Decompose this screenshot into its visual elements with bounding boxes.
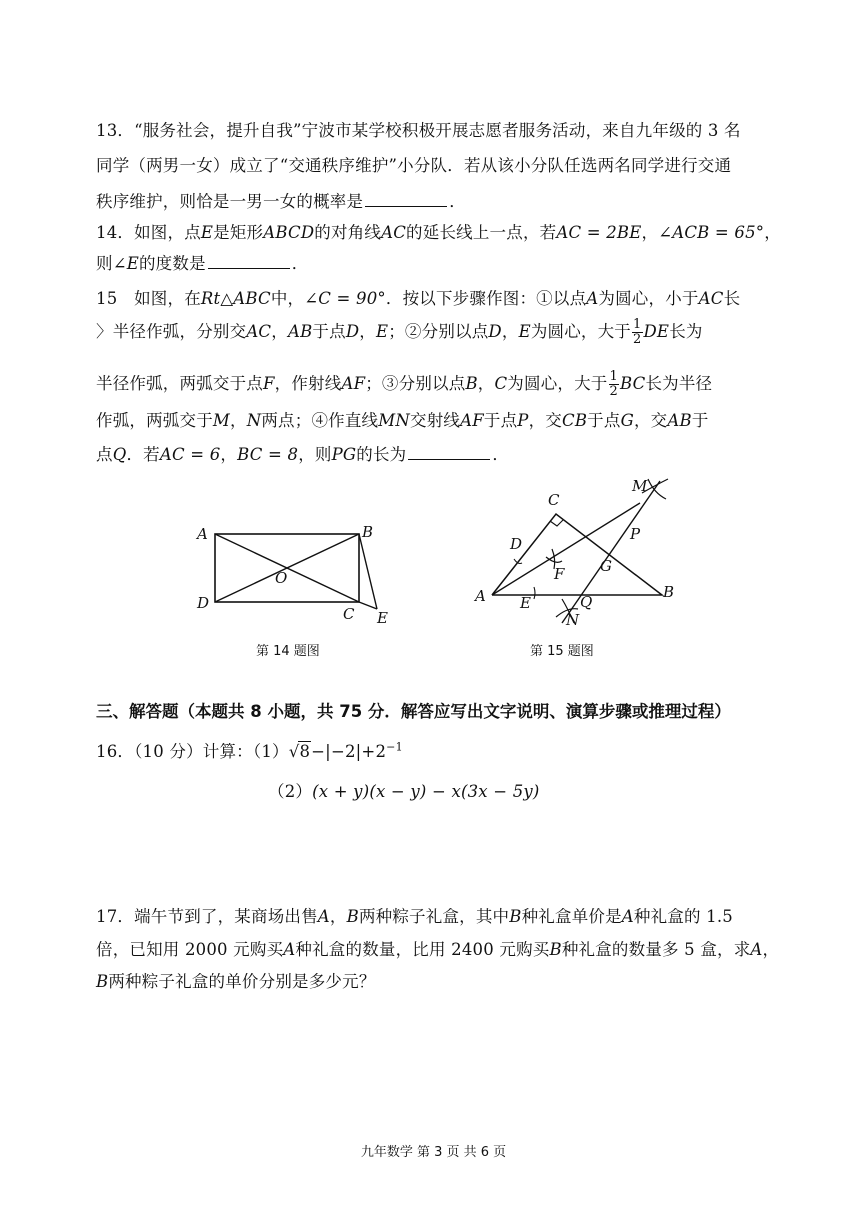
q15-text: 于点 [587,411,621,430]
q17-var: B [346,907,359,926]
q15-text: ， [230,411,247,430]
q15-var: AB [667,411,692,430]
q15-text: 长为半径 [645,374,713,393]
q14-sep: ， [641,223,659,242]
q15-var: BC [619,374,646,393]
label-g: G [600,557,612,575]
q17-text: 两种粽子礼盒，其中 [358,907,510,926]
q17-text: 种礼盒的数量，比用 2400 元购买 [295,940,550,959]
q15-text: ，则 [298,445,332,464]
q15-var: E [375,322,389,341]
q14-var: E [200,223,214,242]
q15-text: ；③分别以点 [365,374,466,393]
q16-line1 [96,738,403,762]
q15-cond: AC = 6 [159,445,221,464]
q15-line5 [96,441,509,465]
segment-be [359,534,377,609]
q17-text: 17．端午节到了，某商场出售 [96,907,318,926]
q15-var: G [620,411,634,430]
q15-var: D [488,322,502,341]
label-b: B [663,583,675,601]
q15-var: DE [643,322,670,341]
q17-var: A [621,907,634,926]
q17-var: A [750,940,763,959]
label-e: E [377,609,388,627]
q13-end: ． [449,192,466,211]
q14-line2 [96,250,309,274]
q15-text: ， [359,322,376,341]
fraction-half [632,318,642,347]
q15-text: 长为 [669,322,703,341]
q15-var: C [494,374,508,393]
frac-num: 1 [609,369,618,384]
q14-var: AC [381,223,407,242]
q15-text: 15 如图，在 [96,289,201,308]
q14-t6: 的度数是 [138,254,206,273]
label-d: D [510,535,523,553]
q15-text: 〉半径作弧，分别交 [96,322,247,341]
q16-expr2: (x + y)(x − y) − x(3x − 5y) [312,782,540,801]
q15-text: 为圆心，大于 [507,374,608,393]
q14-end: ． [291,254,309,273]
q17-line2 [96,936,779,960]
q15-text: ，作射线 [274,374,342,393]
q15-var: CB [562,411,588,430]
q17-text: ， [329,907,347,926]
section-heading: 三、解答题（本题共 8 小题，共 75 分．解答应写出文字说明、演算步骤或推理过程） [96,702,731,721]
label-d: D [197,594,210,612]
label-a: A [197,525,208,543]
q14-angle: ∠E [112,254,139,273]
label-e: E [520,594,531,612]
q17-text: 种礼盒单价是 [521,907,622,926]
q15-var: AC [246,322,272,341]
label-b: B [362,523,374,541]
q15-var: A [586,289,599,308]
q15-line2 [96,318,703,347]
q15-text: ．若 [126,445,160,464]
q15-var: Q [112,445,127,464]
q15-text: ．按以下步骤作图：①以点 [385,289,587,308]
q13-line1: 13．“服务社会，提升自我”宁波市某学校积极开展志愿者服务活动，来自九年级的 3 名 [96,121,741,140]
answer-blank-15[interactable] [408,445,490,460]
caption-14: 第 14 题图 [256,644,320,659]
q15-text: ，交 [633,411,668,430]
q17-text: 种礼盒的 1.5 [633,907,734,926]
page-footer: 九年数学 第 3 页 共 6 页 [360,1145,507,1160]
q13-line3 [96,188,466,212]
q13-text: 秩序维护，则恰是一男一女的概率是 [96,192,364,211]
q16-text: （2） [268,782,313,801]
q15-text: ， [271,322,288,341]
q15-var: D [345,322,360,341]
q17-var: A [317,907,330,926]
arc-e [534,587,535,599]
sqrt-sign: √ [288,742,300,761]
q17-text: 种礼盒的数量多 5 盒，求 [561,940,751,959]
label-a: A [475,587,486,605]
q15-var: P [517,411,529,430]
q14-t5: 则 [96,254,113,273]
q17-text: 两种粽子礼盒的单价分别是多少元？ [108,972,376,991]
q15-var: AB [287,322,313,341]
label-c: C [343,605,355,623]
frac-num: 1 [633,317,642,332]
q15-text: 为圆心，小于 [598,289,699,308]
q15-text: 为圆心，大于 [530,322,632,341]
segment-ce [359,602,377,609]
q15-var: AF [460,411,484,430]
q15-text: ， [477,374,495,393]
sqrt-radicand: 8 [299,742,311,761]
q14-t2: 是矩形 [213,223,264,242]
q15-text: 半径作弧，两弧交于点 [96,374,263,393]
q17-text: 倍，已知用 2000 元购买 [96,940,284,959]
q15-text: ， [501,322,519,341]
q15-text: 于点 [483,411,518,430]
q17-var: A [283,940,296,959]
q15-var: Rt [200,289,221,308]
q15-var: F [263,374,275,393]
q17-line3 [96,968,376,992]
q16-line2 [268,778,540,802]
label-q: Q [580,593,593,611]
label-o: O [275,569,288,587]
q14-t3: 的对角线 [314,223,382,242]
q15-var: PG [331,445,357,464]
q14-line1 [96,219,781,243]
q15-text: 点 [96,445,113,464]
q15-var: ABC [233,289,271,308]
q15-text: ， [220,445,238,464]
q17-var: B [509,907,522,926]
label-m: M [632,477,648,495]
q15-text: 两点；④作直线 [261,411,379,430]
q15-text: ；②分别以点 [388,322,489,341]
q15-text: 交射线 [410,411,461,430]
q15-text: ． [492,445,510,464]
q14-cond2: ∠ACB = 65° [658,223,765,242]
q15-var: MN [378,411,410,430]
figure-14 [185,515,405,630]
q14-cond1: AC = 2BE [556,223,642,242]
fraction-half [609,370,619,399]
q15-text: 作弧，两弧交于 [96,411,213,430]
q17-text: ， [762,940,780,959]
q17-var: B [96,972,109,991]
answer-blank-13[interactable] [365,192,447,207]
line-mn [562,481,660,623]
q15-var: ∠C = 90° [304,289,386,308]
q15-text: △ [220,289,234,308]
frac-den: 2 [633,332,642,347]
q15-var: E [518,322,531,341]
q15-var: AF [341,374,366,393]
caption-15: 第 15 题图 [530,644,594,659]
q14-t1: 14．如图，点 [96,223,201,242]
label-c: C [548,491,560,509]
q15-text: 于 [691,411,709,430]
q15-line3 [96,370,712,399]
q15-text: 于点 [312,322,346,341]
figure-15 [470,475,700,635]
q15-var: AC [698,289,724,308]
q16-expr1: −|−2|+2 [311,742,387,761]
label-n: N [566,611,580,629]
q15-text: ，交 [528,411,562,430]
q15-var: M [212,411,231,430]
q15-line4 [96,407,709,431]
q14-var: ABCD [263,223,315,242]
q13-line2: 同学（两男一女）成立了“交通秩序维护”小分队．若从该小分队任选两名同学进行交通 [96,156,732,175]
q14-sep2: ， [764,223,781,242]
q15-text: 的长为 [356,445,407,464]
q14-t4: 的延长线上一点，若 [406,223,557,242]
frac-den: 2 [609,384,618,399]
q15-line1 [96,285,740,309]
q17-var: B [549,940,562,959]
answer-blank-14[interactable] [208,254,290,269]
q15-var: N [246,411,262,430]
q15-var: B [465,374,478,393]
q16-text: 16．（10 分）计算：（1） [96,742,289,761]
q15-text: 长 [723,289,741,308]
label-f: F [554,565,565,583]
q17-line1 [96,903,733,927]
q15-text: 中， [270,289,305,308]
right-angle-mark [550,520,563,526]
q16-exponent: −1 [386,740,403,754]
q15-cond: BC = 8 [237,445,299,464]
label-p: P [630,525,641,543]
